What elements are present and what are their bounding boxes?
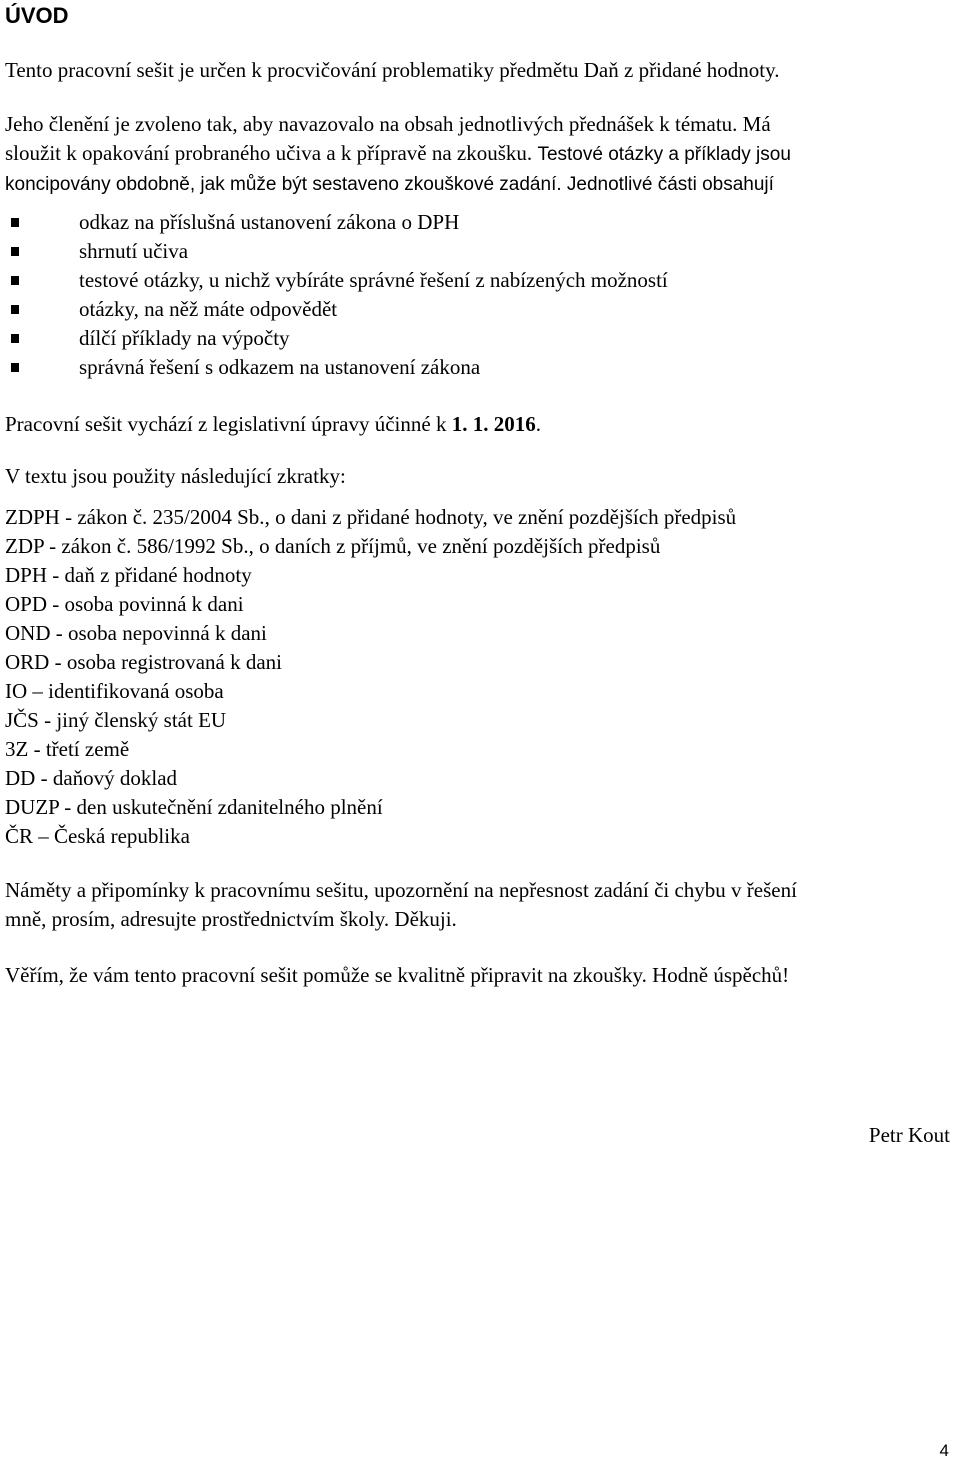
legislation-paragraph: Pracovní sešit vychází z legislativní úpravy účinné k 1. 1. 2016. — [5, 412, 541, 436]
square-bullet-icon — [11, 305, 19, 314]
intro-paragraph: Tento pracovní sešit je určen k procvičování problematiky předmětu Daň z přidané hodnoty. — [5, 58, 780, 82]
abbreviation-item: OND - osoba nepovinná k dani — [5, 621, 267, 645]
abbreviation-item: ORD - osoba registrovaná k dani — [5, 650, 283, 674]
list-item: testové otázky, u nichž vybíráte správné řešení z nabízených možností — [5, 266, 955, 295]
effective-date: 1. 1. 2016 — [451, 412, 536, 436]
abbreviation-item: ČR – Česká republika — [5, 824, 190, 848]
structure-line-2: sloužit k opakování probraného učiva a k přípravě na zkoušku. Testové otázky a příklady jsou — [5, 141, 791, 165]
square-bullet-icon — [11, 334, 19, 343]
list-item: otázky, na něž máte odpovědět — [5, 295, 955, 324]
abbreviation-item: IO – identifikovaná osoba — [5, 679, 224, 703]
structure-line-3: koncipovány obdobně, jak může být sestaveno zkouškové zadání. Jednotlivé části obsahují — [5, 174, 774, 195]
abbreviations-intro: V textu jsou použity následující zkratky: — [5, 464, 346, 488]
abbreviation-item: DUZP - den uskutečnění zdanitelného plnění — [5, 795, 383, 819]
feedback-line-2: mně, prosím, adresujte prostřednictvím školy. Děkuji. — [5, 907, 457, 931]
list-item: dílčí příklady na výpočty — [5, 324, 955, 353]
square-bullet-icon — [11, 218, 19, 227]
closing-paragraph: Věřím, že vám tento pracovní sešit pomůže se kvalitně připravit na zkoušky. Hodně úspěchů! — [5, 963, 790, 987]
square-bullet-icon — [11, 247, 19, 256]
abbreviations-list — [5, 503, 955, 851]
abbreviation-item: OPD - osoba povinná k dani — [5, 592, 244, 616]
abbreviation-item: DD - daňový doklad — [5, 766, 178, 790]
abbreviation-item: DPH - daň z přidané hodnoty — [5, 563, 252, 587]
abbreviation-item: ZDP - zákon č. 586/1992 Sb., o daních z příjmů, ve znění pozdějších předpisů — [5, 534, 661, 558]
abbreviation-item: 3Z - třetí země — [5, 737, 130, 761]
square-bullet-icon — [11, 363, 19, 372]
structure-sans-1: Testové otázky a příklady jsou — [537, 144, 791, 165]
contents-list — [5, 208, 955, 382]
square-bullet-icon — [11, 276, 19, 285]
structure-paragraph — [5, 110, 955, 199]
list-item: shrnutí učiva — [5, 237, 955, 266]
abbreviation-item: ZDPH - zákon č. 235/2004 Sb., o dani z přidané hodnoty, ve znění pozdějších předpisů — [5, 505, 737, 529]
feedback-line-1: Náměty a připomínky k pracovnímu sešitu, upozornění na nepřesnost zadání či chybu v řešení — [5, 878, 797, 902]
list-item: odkaz na příslušná ustanovení zákona o DPH — [5, 208, 955, 237]
structure-line-1: Jeho členění je zvoleno tak, aby navazovalo na obsah jednotlivých přednášek k tématu. Má — [5, 112, 771, 136]
author-signature: Petr Kout — [868, 1123, 950, 1147]
abbreviation-item: JČS - jiný členský stát EU — [5, 708, 227, 732]
list-item: správná řešení s odkazem na ustanovení zákona — [5, 353, 955, 382]
structure-sans-2: Jednotlivé části obsahují — [566, 174, 774, 195]
page-number: 4 — [939, 1441, 949, 1460]
page-title: ÚVOD — [5, 3, 69, 28]
feedback-paragraph — [5, 876, 955, 934]
